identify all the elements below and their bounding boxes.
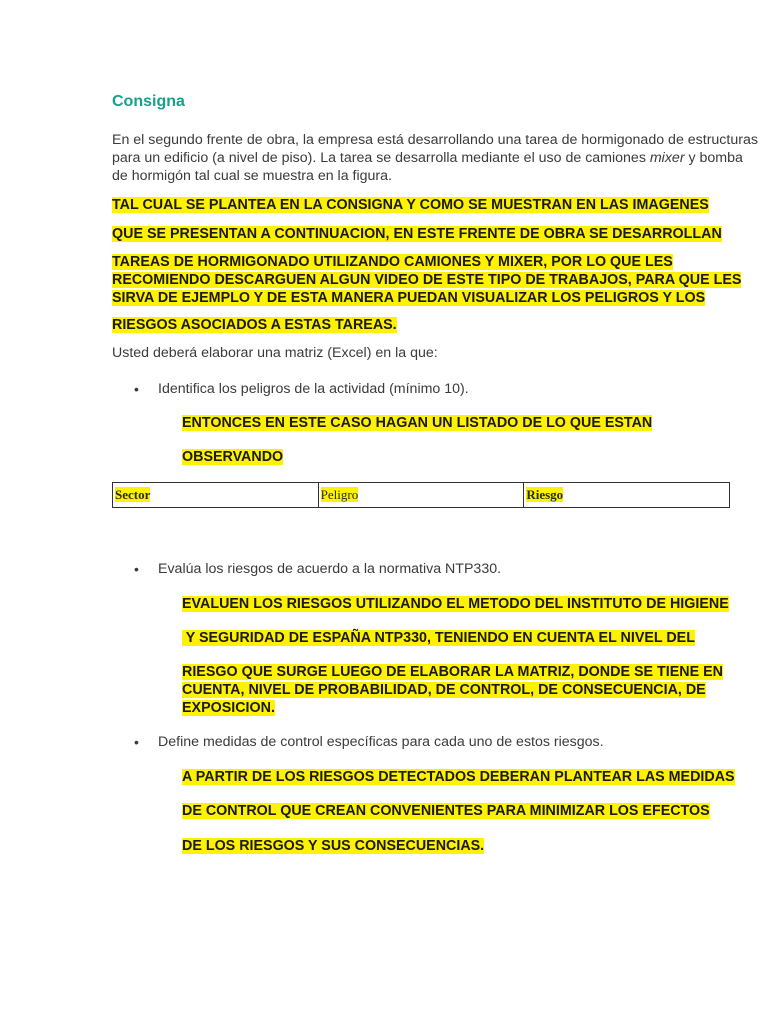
bullet-3-note-line-2: [182, 802, 710, 820]
matrix-table: [112, 482, 730, 508]
bullet-1-note-line-1: [182, 414, 652, 432]
intro-paragraph: [112, 131, 760, 185]
highlight-text: ENTONCES EN ESTE CASO HAGAN UN LISTADO DE LO QUE ESTAN: [182, 415, 653, 431]
highlight-text: TAL CUAL SE PLANTEA EN LA CONSIGNA Y COMO SE MUESTRAN EN LAS IMAGENES: [112, 197, 709, 213]
bullet-2-note-line-2: [182, 629, 695, 647]
table-header-cell: [113, 483, 319, 508]
bullet-2-note-line-1: [182, 595, 729, 613]
table-header-cell: [318, 483, 524, 508]
highlight-text: RIESGO QUE SURGE LUEGO DE ELABORAR LA MATRIZ, DONDE SE TIENE EN CUENTA, NIVEL DE PROBABILIDAD, DE CONTROL, DE CONSECUENCIA, DE EXPOSICION.: [182, 664, 723, 716]
bullet-item-1: [134, 380, 469, 398]
highlight-line-1: [112, 196, 709, 214]
header-riesgo: Riesgo: [526, 487, 564, 502]
matrix-intro: Usted deberá elaborar una matriz (Excel) en la que:: [112, 345, 438, 361]
bullet-item-3: [134, 733, 604, 751]
bullet-dot-icon: •: [134, 734, 139, 750]
highlight-text: QUE SE PRESENTAN A CONTINUACION, EN ESTE FRENTE DE OBRA SE DESARROLLAN: [112, 226, 722, 242]
bullet-1-note-line-2: [182, 448, 283, 466]
highlight-text: EVALUEN LOS RIESGOS UTILIZANDO EL METODO DEL INSTITUTO DE HIGIENE: [182, 596, 729, 612]
bullet-dot-icon: •: [134, 561, 139, 577]
highlight-line-2: [112, 225, 722, 243]
bullet-item-2: [134, 560, 502, 578]
bullet-text: Identifica los peligros de la actividad (mínimo 10).: [158, 381, 469, 397]
intro-italic-mixer: mixer: [649, 150, 685, 166]
highlight-text: DE LOS RIESGOS Y SUS CONSECUENCIAS.: [182, 838, 485, 854]
header-sector: Sector: [115, 487, 151, 502]
highlight-line-last: [112, 316, 397, 334]
bullet-2-note-block: [182, 663, 768, 717]
highlight-text: RIESGOS ASOCIADOS A ESTAS TAREAS.: [112, 317, 397, 333]
bullet-3-note-line-1: [182, 768, 735, 786]
highlight-text: Y SEGURIDAD DE ESPAÑA NTP330, TENIENDO EN CUENTA EL NIVEL DEL: [182, 630, 695, 646]
section-heading: Consigna: [112, 93, 185, 110]
bullet-text: Define medidas de control específicas para cada uno de estos riesgos.: [158, 734, 604, 750]
bullet-dot-icon: •: [134, 381, 139, 397]
highlight-text: DE CONTROL QUE CREAN CONVENIENTES PARA MINIMIZAR LOS EFECTOS: [182, 803, 710, 819]
header-peligro: Peligro: [320, 487, 359, 502]
intro-text-1: En el segundo frente de obra, la empresa está desarrollando una tarea de hormigonado de estructuras para un edificio (a nivel de piso). La tarea se desarrolla mediante el uso de camiones: [112, 132, 758, 166]
highlight-text: TAREAS DE HORMIGONADO UTILIZANDO CAMIONES Y MIXER, POR LO QUE LES RECOMIENDO DESCARGUEN ALGUN VIDEO DE ESTE TIPO DE TRABAJOS, PARA QUE LES SIRVA DE EJEMPLO Y DE ESTA MANERA PUEDAN VISUALIZAR LOS PELIGROS Y LOS: [112, 254, 742, 306]
bullet-text: Evalúa los riesgos de acuerdo a la normativa NTP330.: [158, 561, 502, 577]
intro-text-2: y bomba de hormigón tal cual se muestra en la figura.: [112, 150, 743, 184]
table-header-row: [113, 483, 730, 508]
bullet-3-note-line-3: [182, 837, 484, 855]
table-header-cell: [524, 483, 730, 508]
highlight-text: OBSERVANDO: [182, 449, 284, 465]
highlight-block: [112, 253, 764, 307]
highlight-text: A PARTIR DE LOS RIESGOS DETECTADOS DEBERAN PLANTEAR LAS MEDIDAS: [182, 769, 735, 785]
